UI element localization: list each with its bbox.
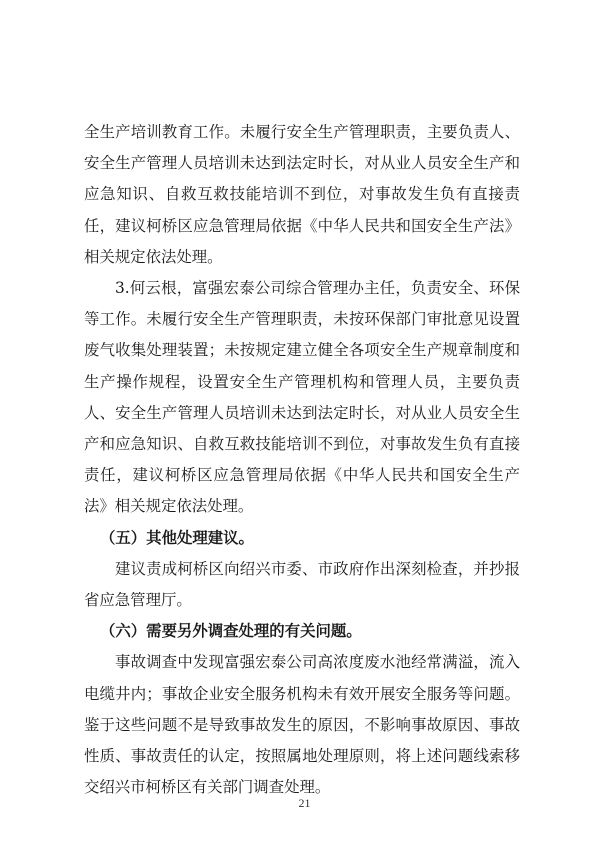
section-heading-other-suggestions: （五）其他处理建议。 — [100, 528, 254, 547]
paragraph-other-suggestions: 建议责成柯桥区向绍兴市委、市政府作出深刻检查，并抄报省应急管理厅。 — [84, 559, 520, 610]
paragraph-further-investigation: 事故调查中发现富强宏泰公司高浓度废水池经常满溢，流入电缆井内；事故企业安全服务机构未有效开展安全服务等问题。鉴于这些问题不是导致事故发生的原因，不影响事故原因、事故性质、事故责任的认定，按照属地处理原则，将上述问题线索移交绍兴市柯桥区有关部门调查处理。 — [84, 653, 520, 797]
page-number: 21 — [298, 796, 311, 810]
section-heading-further-investigation: （六）需要另外调查处理的有关问题。 — [100, 622, 362, 641]
paragraph-he-yungen: 3.何云根，富强宏泰公司综合管理办主任，负责安全、环保等工作。未履行安全生产管理职责，未按环保部门审批意见设置废气收集处理装置；未按规定建立健全各项安全生产规章制度和生产操作规程，设置安全生产管理机构和管理人员，主要负责人、安全生产管理人员培训未达到法定时长，对从业人员安全生产和应急知识、自救互救技能培训不到位，对事故发生负有直接责任，建议柯桥区应急管理局依据《中华人民共和国安全生产法》相关规定依法处理。 — [84, 279, 520, 516]
document-body — [84, 117, 520, 803]
paragraph-training-continuation: 全生产培训教育工作。未履行安全生产管理职责，主要负责人、安全生产管理人员培训未达到法定时长，对从业人员安全生产和应急知识、自救互救技能培训不到位，对事故发生负有直接责任，建议柯桥区应急管理局依据《中华人民共和国安全生产法》相关规定依法处理。 — [84, 123, 520, 266]
